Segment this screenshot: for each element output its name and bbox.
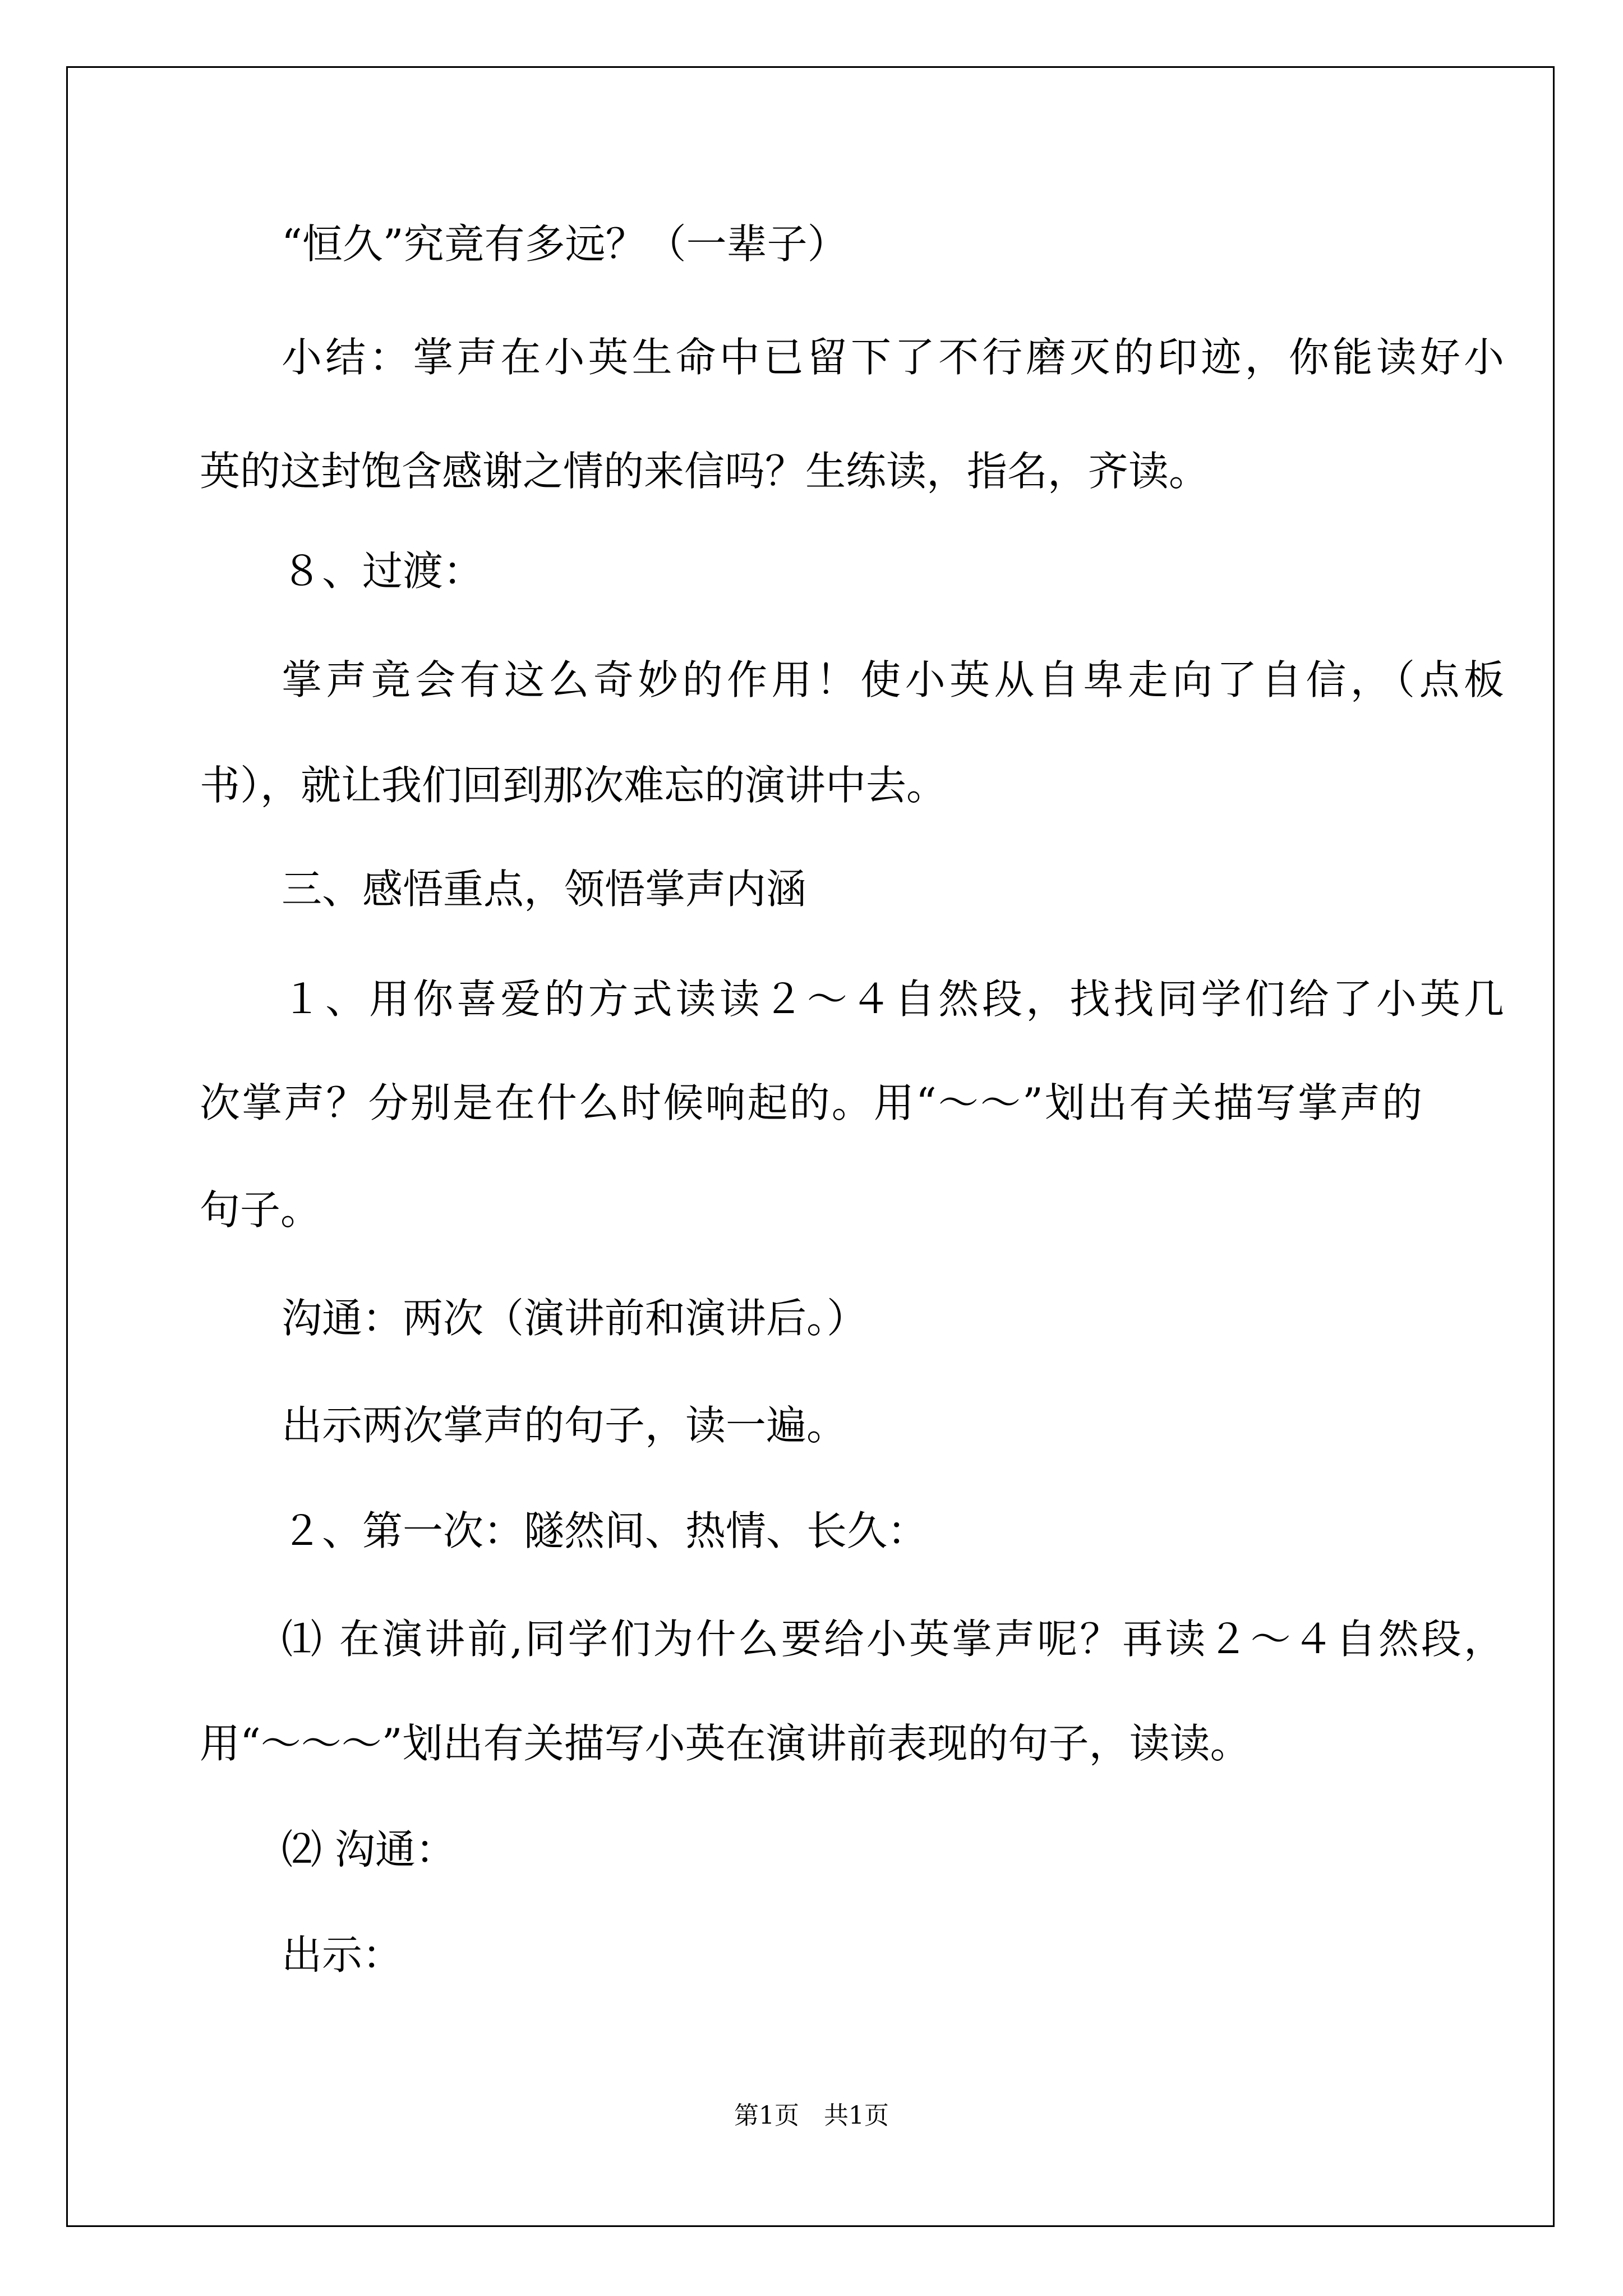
text-line: 出示： bbox=[282, 1931, 403, 1978]
section-heading: 三、感悟重点，领悟掌声内涵 bbox=[282, 866, 807, 913]
page-number: 第1页 共1页 bbox=[734, 2101, 889, 2130]
text-line: 书），就让我们回到那次难忘的演讲中去。 bbox=[200, 762, 947, 809]
text-line: 用“～～～”划出有关描写小英在演讲前表现的句子，读读。 bbox=[200, 1720, 1251, 1767]
text-line: １、用你喜爱的方式读读２～４自然段，找找同学们给了小英几 bbox=[282, 976, 1504, 1023]
text-line: ⑵ 沟通： bbox=[282, 1826, 456, 1873]
text-line: 掌声竟会有这么奇妙的作用！使小英从自卑走向了自信，（点板 bbox=[282, 656, 1504, 703]
text-line: 小结：掌声在小英生命中已留下了不行磨灭的印迹，你能读好小 bbox=[282, 334, 1504, 381]
text-line: ２、第一次：隧然间、热情、长久： bbox=[282, 1507, 928, 1554]
text-line: ８、过渡： bbox=[282, 547, 484, 595]
text-line: 句子。 bbox=[200, 1186, 321, 1234]
text-line: 次掌声？分别是在什么时候响起的。用“～～”划出有关描写掌声的 bbox=[200, 1079, 1422, 1126]
text-line: 出示两次掌声的句子，读一遍。 bbox=[282, 1402, 847, 1449]
text-line: 英的这封饱含感谢之情的来信吗？生练读，指名，齐读。 bbox=[200, 448, 1210, 495]
text-line: “恒久”究竟有多远？（一辈子） bbox=[282, 220, 848, 268]
text-line: 沟通：两次（演讲前和演讲后。） bbox=[282, 1295, 868, 1342]
page-border bbox=[66, 66, 1555, 2227]
text-line: ⑴ 在演讲前,同学们为什么要给小英掌声呢？再读２～４自然段， bbox=[282, 1616, 1504, 1663]
